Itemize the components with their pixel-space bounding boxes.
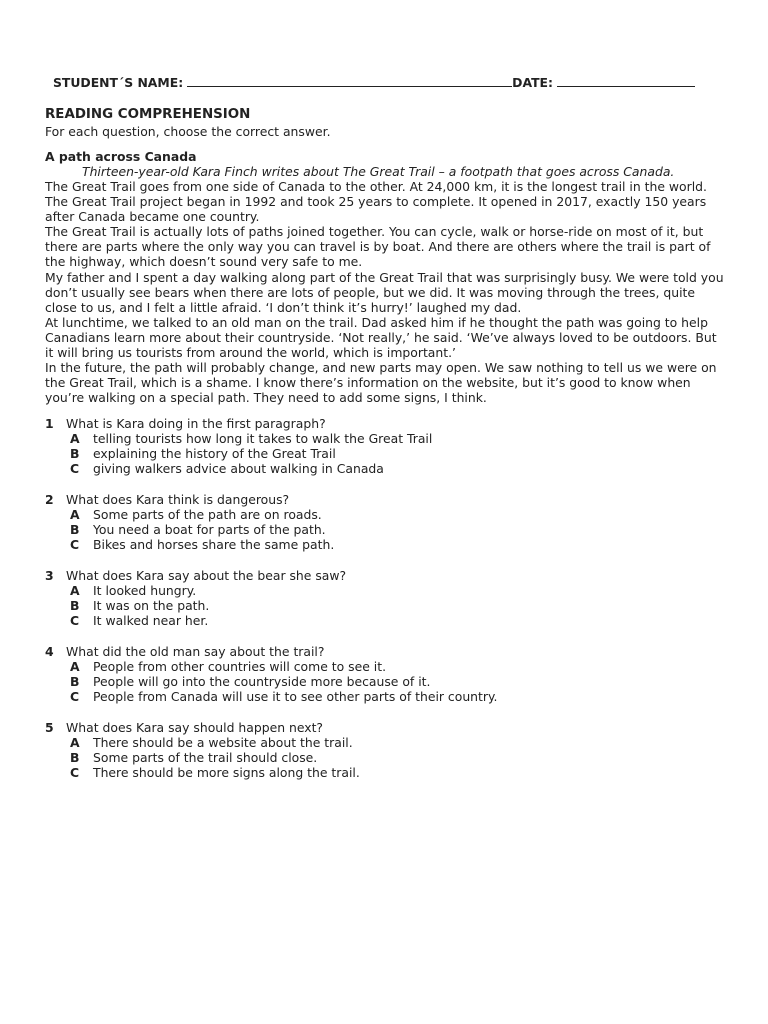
question-text: What does Kara say should happen next? bbox=[66, 719, 324, 735]
option-letter: B bbox=[70, 749, 80, 765]
option-letter: A bbox=[70, 734, 80, 750]
option-text: giving walkers advice about walking in Canada bbox=[93, 461, 384, 477]
question-number: 3 bbox=[45, 567, 54, 583]
option-letter: A bbox=[70, 582, 80, 598]
article-paragraph: The Great Trail goes from one side of Canada to the other. At 24,000 km, it is the longest trail in the world. The Great Trail project began in 1992 and took 25 years to complete. It opened in 2017, exactly 150 years after Canada became one country. bbox=[45, 179, 707, 225]
article-paragraph: The Great Trail is actually lots of paths joined together. You can cycle, walk or horse-ride on most of it, but there are parts where the only way you can travel is by boat. And there are others where the trail is part of the highway, which doesn’t sound very safe to me. bbox=[45, 224, 711, 270]
answer-option[interactable] bbox=[70, 583, 725, 598]
question-number: 4 bbox=[45, 643, 54, 659]
question-text: What does Kara think is dangerous? bbox=[66, 491, 290, 507]
option-letter: A bbox=[70, 506, 80, 522]
option-text: There should be a website about the trail. bbox=[93, 734, 353, 750]
student-info-line bbox=[53, 74, 695, 90]
student-name-field[interactable] bbox=[187, 74, 512, 87]
student-name-label: STUDENT´S NAME: bbox=[53, 75, 184, 90]
option-text: Some parts of the trail should close. bbox=[93, 749, 318, 765]
answer-option[interactable] bbox=[70, 735, 725, 750]
option-text: Some parts of the path are on roads. bbox=[93, 506, 322, 522]
article-title: A path across Canada bbox=[45, 149, 197, 164]
option-text: There should be more signs along the trail. bbox=[93, 764, 360, 780]
option-text: It walked near her. bbox=[93, 613, 209, 629]
answer-option[interactable] bbox=[70, 431, 725, 446]
option-letter: B bbox=[70, 673, 80, 689]
answer-option[interactable] bbox=[70, 674, 725, 689]
section-instruction: For each question, choose the correct answer. bbox=[45, 124, 331, 139]
date-field[interactable] bbox=[557, 74, 695, 87]
option-text: People will go into the countryside more because of it. bbox=[93, 673, 431, 689]
question-text: What is Kara doing in the first paragraph? bbox=[66, 416, 326, 431]
question-number: 5 bbox=[45, 719, 54, 735]
answer-option[interactable] bbox=[70, 598, 725, 613]
article-paragraph: My father and I spent a day walking along part of the Great Trail that was surprisingly busy. We were told you don’t usually see bears when there are lots of people, but we did. It was moving through the trees, quite close to us, and I felt a little afraid. ‘I don’t think it’s hurry!’ laughed my dad. bbox=[45, 269, 724, 315]
option-text: explaining the history of the Great Trail bbox=[93, 446, 336, 462]
option-text: telling tourists how long it takes to walk the Great Trail bbox=[93, 431, 433, 447]
answer-option[interactable] bbox=[70, 689, 725, 704]
question-item bbox=[45, 492, 725, 552]
option-text: It looked hungry. bbox=[93, 582, 197, 598]
option-letter: B bbox=[70, 522, 80, 538]
option-letter: B bbox=[70, 597, 80, 613]
answer-option[interactable] bbox=[70, 507, 725, 522]
option-letter: C bbox=[70, 688, 80, 704]
question-number: 2 bbox=[45, 491, 54, 507]
answer-option[interactable] bbox=[70, 613, 725, 628]
article-subtitle: Thirteen-year-old Kara Finch writes about The Great Trail – a footpath that goes across Canada. bbox=[82, 164, 675, 179]
question-item bbox=[45, 720, 725, 780]
answer-option[interactable] bbox=[70, 750, 725, 765]
option-letter: C bbox=[70, 461, 80, 477]
option-letter: C bbox=[70, 613, 80, 629]
question-item bbox=[45, 568, 725, 628]
option-letter: C bbox=[70, 764, 80, 780]
option-text: You need a boat for parts of the path. bbox=[93, 522, 326, 538]
question-item bbox=[45, 644, 725, 704]
answer-option[interactable] bbox=[70, 446, 725, 461]
article-body bbox=[45, 179, 725, 405]
section-heading: READING COMPREHENSION bbox=[45, 107, 251, 122]
question-number: 1 bbox=[45, 416, 54, 431]
option-letter: C bbox=[70, 537, 80, 553]
article-paragraph: In the future, the path will probably change, and new parts may open. We saw nothing to tell us we were on the Great Trail, which is a shame. I know there’s information on the website, but it’s good to know when you’re walking on a special path. They need to add some signs, I think. bbox=[45, 360, 717, 406]
answer-option[interactable] bbox=[70, 461, 725, 476]
answer-option[interactable] bbox=[70, 765, 725, 780]
date-label: DATE: bbox=[512, 75, 553, 90]
option-text: People from other countries will come to see it. bbox=[93, 658, 387, 674]
option-text: It was on the path. bbox=[93, 597, 210, 613]
question-text: What does Kara say about the bear she saw? bbox=[66, 567, 347, 583]
answer-option[interactable] bbox=[70, 659, 725, 674]
option-text: People from Canada will use it to see other parts of their country. bbox=[93, 688, 498, 704]
question-list bbox=[45, 416, 725, 795]
option-letter: B bbox=[70, 446, 80, 462]
answer-option[interactable] bbox=[70, 522, 725, 537]
answer-option[interactable] bbox=[70, 537, 725, 552]
article-paragraph: At lunchtime, we talked to an old man on the trail. Dad asked him if he thought the path was going to help Canadians learn more about their countryside. ‘Not really,’ he said. ‘We’ve always loved to be outdoors. But it will bring us tourists from around the world, which is important.’ bbox=[45, 314, 717, 361]
option-letter: A bbox=[70, 658, 80, 674]
question-text: What did the old man say about the trail? bbox=[66, 643, 325, 659]
option-letter: A bbox=[70, 431, 80, 447]
question-item bbox=[45, 416, 725, 476]
option-text: Bikes and horses share the same path. bbox=[93, 537, 335, 553]
